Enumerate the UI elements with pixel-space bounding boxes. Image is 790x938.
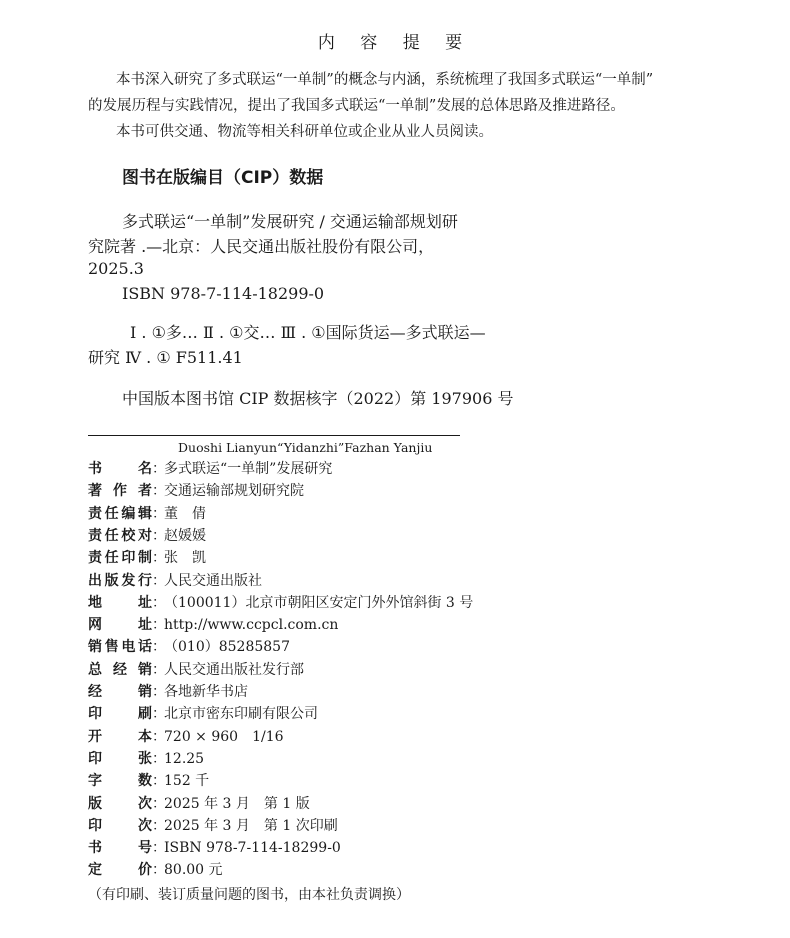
cip-number: 中国版本图书馆 CIP 数据核字（2022）第 197906 号 <box>122 389 514 408</box>
imprint-row <box>88 748 204 770</box>
imprint-colon: ： <box>152 862 166 879</box>
summary-line-1: 本书深入研究了多式联运“一单制”的概念与内涵，系统梳理了我国多式联运“一单制” <box>116 72 654 88</box>
summary-line-3: 本书可供交通、物流等相关科研单位或企业从业人员阅读。 <box>116 124 493 140</box>
imprint-label: 经销 <box>88 684 152 700</box>
imprint-value: 2025 年 3 月 第 1 版 <box>164 795 310 812</box>
imprint-value: 赵媛媛 <box>164 527 206 544</box>
imprint-row <box>88 592 473 614</box>
imprint-row <box>88 681 248 703</box>
cip-line-4: ISBN 978-7-114-18299-0 <box>122 284 325 303</box>
imprint-colon: ： <box>152 684 166 700</box>
imprint-label: 书名 <box>88 461 152 477</box>
imprint-label: 书号 <box>88 840 152 857</box>
footer-note: （有印刷、装订质量问题的图书，由本社负责调换） <box>88 887 410 903</box>
imprint-colon: ： <box>152 728 166 745</box>
imprint-row <box>88 837 341 859</box>
pinyin-title: Duoshi Lianyun“Yidanzhi”Fazhan Yanjiu <box>178 440 433 455</box>
imprint-value: 2025 年 3 月 第 1 次印刷 <box>164 817 338 834</box>
imprint-row <box>88 525 206 547</box>
imprint-label: 责任编辑 <box>88 505 152 522</box>
imprint-value: 交通运输部规划研究院 <box>164 483 304 500</box>
imprint-value: ISBN 978-7-114-18299-0 <box>164 840 341 857</box>
imprint-value: 多式联运“一单制”发展研究 <box>164 461 333 477</box>
imprint-label: 开本 <box>88 728 152 745</box>
imprint-row <box>88 636 290 658</box>
imprint-row <box>88 770 209 792</box>
cip-heading: 图书在版编目（CIP）数据 <box>122 168 324 188</box>
imprint-label: 责任校对 <box>88 527 152 544</box>
imprint-label: 印刷 <box>88 706 152 723</box>
imprint-value: 人民交通出版社 <box>164 572 262 589</box>
imprint-colon: ： <box>152 594 166 611</box>
imprint-colon: ： <box>152 750 166 767</box>
cip-line-2: 究院著 .—北京：人民交通出版社股份有限公司， <box>88 237 435 256</box>
imprint-row <box>88 793 310 815</box>
imprint-label: 销售电话 <box>88 639 152 656</box>
imprint-value: 董 倩 <box>164 505 206 522</box>
imprint-value: 各地新华书店 <box>164 684 248 700</box>
imprint-row <box>88 570 262 592</box>
imprint-row <box>88 614 338 636</box>
imprint-colon: ： <box>152 572 166 589</box>
imprint-colon: ： <box>152 550 166 567</box>
imprint-value: （010）85285857 <box>164 639 290 656</box>
imprint-colon: ： <box>152 505 166 522</box>
imprint-colon: ： <box>152 639 166 656</box>
imprint-label: 字数 <box>88 773 152 790</box>
imprint-label: 网址 <box>88 617 152 634</box>
imprint-colon: ： <box>152 795 166 812</box>
imprint-colon: ： <box>152 527 166 544</box>
imprint-row <box>88 503 206 525</box>
imprint-label: 版次 <box>88 795 152 812</box>
imprint-value: 720 × 960 1/16 <box>164 728 284 745</box>
imprint-row <box>88 659 304 681</box>
summary-line-2: 的发展历程与实践情况，提出了我国多式联运“一单制”发展的总体思路及推进路径。 <box>88 98 625 114</box>
imprint-label: 定价 <box>88 862 152 879</box>
imprint-label: 印次 <box>88 817 152 834</box>
cip-line-5: Ⅰ . ①多… Ⅱ . ①交… Ⅲ . ①国际货运—多式联运— <box>130 323 486 342</box>
imprint-colon: ： <box>152 706 166 723</box>
imprint-row <box>88 726 284 748</box>
cip-line-3: 2025.3 <box>88 259 144 278</box>
cip-line-1: 多式联运“一单制”发展研究 / 交通运输部规划研 <box>122 212 458 231</box>
divider <box>88 435 460 436</box>
imprint-colon: ： <box>152 661 166 678</box>
imprint-value: 人民交通出版社发行部 <box>164 661 304 678</box>
cip-line-6: 研究 Ⅳ . ① F511.41 <box>88 348 243 367</box>
imprint-label: 责任印制 <box>88 550 152 567</box>
imprint-value: 152 千 <box>164 773 210 790</box>
imprint-label: 总经销 <box>88 661 152 678</box>
imprint-label: 著作者 <box>88 483 152 500</box>
imprint-colon: ： <box>152 840 166 857</box>
imprint-value: 北京市密东印刷有限公司 <box>164 706 318 723</box>
summary-title: 内 容 提 要 <box>317 33 473 53</box>
imprint-row <box>88 815 338 837</box>
imprint-row <box>88 547 206 569</box>
imprint-row <box>88 480 304 502</box>
imprint-label: 出版发行 <box>88 572 152 589</box>
imprint-colon: ： <box>152 773 166 790</box>
imprint-label: 地址 <box>88 594 152 611</box>
imprint-value: 80.00 元 <box>164 862 223 879</box>
imprint-value: 张 凯 <box>164 550 206 567</box>
imprint-value: 12.25 <box>164 750 205 767</box>
imprint-row <box>88 859 223 881</box>
imprint-row <box>88 703 318 725</box>
imprint-colon: ： <box>152 817 166 834</box>
imprint-value: http://www.ccpcl.com.cn <box>164 617 339 634</box>
imprint-value: （100011）北京市朝阳区安定门外外馆斜街 3 号 <box>164 594 474 611</box>
imprint-label: 印张 <box>88 750 152 767</box>
imprint-colon: ： <box>152 617 166 634</box>
imprint-colon: ： <box>152 483 166 500</box>
imprint-row <box>88 458 332 480</box>
imprint-colon: ： <box>152 461 166 477</box>
